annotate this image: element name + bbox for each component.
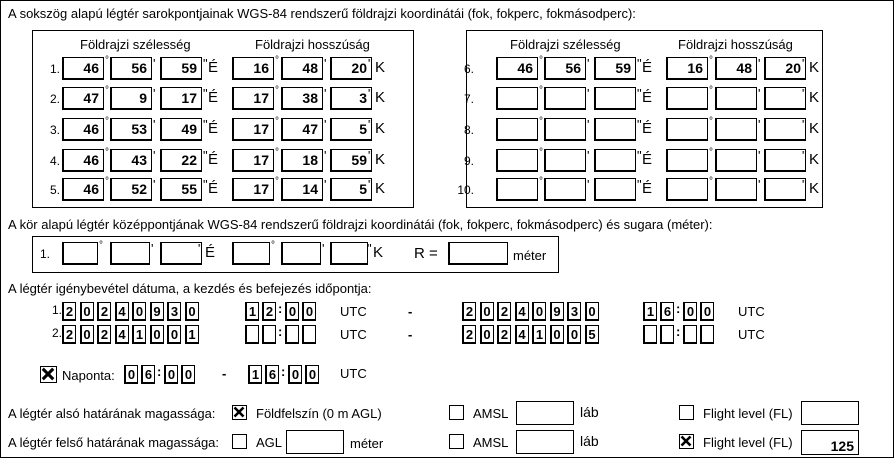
circle-lat-sec-field[interactable] — [160, 242, 202, 265]
minute-symbol: ' — [758, 86, 761, 101]
second-symbol: " — [368, 177, 373, 192]
minute-symbol: ' — [587, 56, 590, 71]
degree-symbol: ° — [271, 240, 275, 251]
circle-lon-sec-field[interactable] — [330, 242, 368, 265]
time-colon: : — [278, 301, 283, 316]
second-symbol: " — [368, 86, 373, 101]
minute-symbol: ' — [324, 56, 327, 71]
lat-min-field[interactable]: 56 — [110, 57, 152, 80]
radius-field[interactable] — [448, 242, 508, 265]
daily-end-digit[interactable]: 0 — [288, 365, 302, 384]
radius-unit: méter — [513, 248, 547, 263]
row-number: 2. — [49, 92, 60, 106]
start-date-digit[interactable]: 2 — [62, 325, 76, 344]
lon-min-field[interactable]: 47 — [281, 118, 323, 141]
lat-header-2: Földrajzi szélesség — [510, 37, 621, 52]
start-date-digit[interactable]: 2 — [97, 325, 111, 344]
lon-suffix: K — [809, 180, 820, 197]
end-time-digit[interactable] — [700, 325, 714, 344]
lon-suffix: K — [809, 120, 820, 137]
minute-symbol: ' — [587, 177, 590, 192]
end-date-digit[interactable]: 0 — [550, 325, 564, 344]
start-date-digit[interactable]: 0 — [185, 302, 199, 321]
end-time-digit[interactable]: 0 — [700, 302, 714, 321]
start-date-digit[interactable]: 0 — [132, 302, 146, 321]
lat-suffix: É — [208, 89, 219, 106]
upper-amsl-field[interactable] — [516, 430, 574, 454]
lon-suffix: K — [375, 180, 386, 197]
end-time-digit[interactable] — [683, 325, 697, 344]
minute-symbol: ' — [324, 148, 327, 163]
degree-symbol: ° — [105, 85, 109, 96]
daily-start-digit[interactable]: 6 — [141, 365, 155, 384]
minute-symbol: ' — [153, 56, 156, 71]
minute-symbol: ' — [758, 148, 761, 163]
second-symbol: " — [203, 117, 208, 132]
upper-agl-field[interactable] — [286, 430, 344, 454]
end-time-digit[interactable] — [660, 325, 674, 344]
lat-min-field[interactable]: 52 — [110, 178, 152, 201]
start-date-digit[interactable]: 2 — [62, 302, 76, 321]
lon-suffix: K — [375, 151, 386, 168]
lat-suffix: É — [642, 59, 653, 76]
second-symbol: " — [802, 177, 807, 192]
minute-symbol: ' — [153, 148, 156, 163]
circle-lon-suffix: K — [373, 244, 384, 261]
upper-amsl-label: AMSL — [473, 435, 509, 450]
end-time-digit[interactable]: 1 — [643, 302, 657, 321]
end-date-digit[interactable]: 0 — [532, 302, 546, 321]
circle-row-number: 1. — [39, 247, 50, 261]
start-date-digit[interactable]: 1 — [185, 325, 199, 344]
degree-symbol: ° — [275, 116, 279, 127]
end-date-digit[interactable]: 0 — [480, 302, 494, 321]
time-colon: : — [278, 324, 283, 339]
start-date-digit[interactable]: 0 — [80, 302, 94, 321]
time-colon: : — [281, 364, 286, 379]
start-date-digit[interactable]: 9 — [150, 302, 164, 321]
lon-min-field[interactable] — [715, 118, 757, 141]
degree-symbol: ° — [99, 240, 103, 251]
lon-deg-field[interactable]: 17 — [232, 149, 274, 172]
lat-sec-field[interactable] — [594, 118, 636, 141]
lat-deg-field[interactable]: 46 — [62, 57, 104, 80]
lat-deg-field[interactable]: 47 — [62, 87, 104, 110]
second-symbol: " — [637, 148, 642, 163]
degree-symbol: ° — [105, 147, 109, 158]
lon-deg-field[interactable]: 17 — [232, 87, 274, 110]
lat-sec-field[interactable]: 22 — [160, 149, 202, 172]
minute-symbol: ' — [153, 86, 156, 101]
degree-symbol: ° — [275, 147, 279, 158]
lon-min-field[interactable] — [715, 149, 757, 172]
lat-suffix: É — [208, 59, 219, 76]
daily-start-digit[interactable]: 0 — [124, 365, 138, 384]
lon-min-field[interactable] — [715, 178, 757, 201]
end-date-digit[interactable]: 2 — [462, 302, 476, 321]
upper-amsl-checkbox[interactable] — [449, 434, 464, 449]
lon-deg-field[interactable] — [666, 87, 708, 110]
lat-min-field[interactable]: 53 — [110, 118, 152, 141]
minute-symbol: ' — [151, 241, 154, 256]
end-date-digit[interactable]: 0 — [480, 325, 494, 344]
degree-symbol: ° — [275, 85, 279, 96]
circle-lat-deg-field[interactable] — [62, 242, 98, 265]
end-date-digit[interactable]: 2 — [497, 325, 511, 344]
circle-lat-min-field[interactable] — [110, 242, 150, 265]
upper-fl-checkbox[interactable] — [679, 434, 694, 449]
end-date-digit[interactable]: 0 — [585, 302, 599, 321]
lower-altitude-label: A légtér alsó határának magassága: — [8, 406, 216, 421]
circle-lat-suffix: É — [205, 244, 216, 261]
time-colon: : — [676, 301, 681, 316]
date-dash: - — [408, 304, 413, 319]
degree-symbol: ° — [105, 55, 109, 66]
second-symbol: " — [368, 56, 373, 71]
daily-end-digit[interactable]: 0 — [305, 365, 319, 384]
degree-symbol: ° — [709, 55, 713, 66]
lon-deg-field[interactable]: 17 — [232, 178, 274, 201]
end-date-digit[interactable]: 5 — [585, 325, 599, 344]
utc-label: UTC — [340, 304, 367, 319]
lat-deg-field[interactable] — [496, 87, 538, 110]
degree-symbol: ° — [539, 116, 543, 127]
degree-symbol: ° — [709, 176, 713, 187]
lon-suffix: K — [375, 59, 386, 76]
lat-header-1: Földrajzi szélesség — [80, 37, 191, 52]
lower-amsl-field[interactable] — [516, 401, 574, 425]
lat-sec-field[interactable] — [594, 87, 636, 110]
end-time-digit[interactable]: 0 — [683, 302, 697, 321]
end-date-digit[interactable]: 1 — [532, 325, 546, 344]
row-number: 3. — [49, 123, 60, 137]
lon-min-field[interactable]: 48 — [281, 57, 323, 80]
end-date-digit[interactable]: 0 — [567, 325, 581, 344]
second-symbol: " — [367, 241, 372, 256]
row-number: 10. — [457, 183, 474, 197]
lat-suffix: É — [642, 89, 653, 106]
lat-sec-field[interactable]: 59 — [160, 57, 202, 80]
lat-sec-field[interactable]: 59 — [594, 57, 636, 80]
minute-symbol: ' — [153, 117, 156, 132]
lon-min-field[interactable]: 48 — [715, 57, 757, 80]
lat-deg-field[interactable]: 46 — [62, 178, 104, 201]
lat-suffix: É — [208, 120, 219, 137]
row-number: 6. — [463, 62, 474, 76]
row-number: 7. — [463, 92, 474, 106]
minute-symbol: ' — [322, 241, 325, 256]
lat-deg-field[interactable]: 46 — [62, 118, 104, 141]
degree-symbol: ° — [275, 176, 279, 187]
lat-deg-field[interactable]: 46 — [62, 149, 104, 172]
lat-suffix: É — [208, 151, 219, 168]
lon-deg-field[interactable] — [666, 118, 708, 141]
utc-label: UTC — [738, 327, 765, 342]
second-symbol: " — [802, 56, 807, 71]
lat-min-field[interactable]: 43 — [110, 149, 152, 172]
lon-sec-field[interactable]: 59 — [330, 149, 372, 172]
degree-symbol: ° — [539, 55, 543, 66]
minute-symbol: ' — [587, 117, 590, 132]
end-date-digit[interactable]: 2 — [462, 325, 476, 344]
lon-header-1: Földrajzi hosszúság — [255, 37, 370, 52]
degree-symbol: ° — [709, 116, 713, 127]
second-symbol: " — [637, 86, 642, 101]
lower-ground-checkbox[interactable] — [232, 405, 247, 420]
minute-symbol: ' — [324, 177, 327, 192]
start-time-digit[interactable]: 2 — [262, 302, 276, 321]
start-time-digit[interactable] — [302, 325, 316, 344]
lon-deg-field[interactable]: 17 — [232, 118, 274, 141]
degree-symbol: ° — [709, 85, 713, 96]
utc-label: UTC — [738, 304, 765, 319]
start-date-digit[interactable]: 4 — [115, 325, 129, 344]
lon-deg-field[interactable]: 16 — [666, 57, 708, 80]
row-number: 8. — [463, 123, 474, 137]
lon-suffix: K — [809, 151, 820, 168]
lat-suffix: É — [642, 180, 653, 197]
minute-symbol: ' — [587, 148, 590, 163]
lon-min-field[interactable]: 18 — [281, 149, 323, 172]
minute-symbol: ' — [758, 177, 761, 192]
daily-start-digit[interactable]: 0 — [164, 365, 178, 384]
second-symbol: " — [368, 117, 373, 132]
start-time-digit[interactable]: 0 — [302, 302, 316, 321]
upper-feet-unit: láb — [580, 433, 599, 449]
minute-symbol: ' — [324, 86, 327, 101]
end-date-digit[interactable]: 3 — [567, 302, 581, 321]
minute-symbol: ' — [324, 117, 327, 132]
lat-min-field[interactable] — [544, 118, 586, 141]
end-time-digit[interactable]: 6 — [660, 302, 674, 321]
lat-min-field[interactable] — [544, 149, 586, 172]
lower-fl-label: Flight level (FL) — [703, 406, 793, 421]
circle-lon-deg-field[interactable] — [232, 242, 270, 265]
lon-sec-field[interactable] — [764, 149, 806, 172]
start-date-digit[interactable]: 1 — [132, 325, 146, 344]
lat-min-field[interactable] — [544, 87, 586, 110]
lon-sec-field[interactable] — [764, 87, 806, 110]
circle-lon-min-field[interactable] — [281, 242, 321, 265]
daily-end-digit[interactable]: 1 — [248, 365, 262, 384]
lower-ground-label: Földfelszín (0 m AGL) — [256, 406, 382, 421]
row-number: 4. — [49, 154, 60, 168]
second-symbol: " — [802, 148, 807, 163]
time-colon: : — [676, 324, 681, 339]
lat-deg-field[interactable] — [496, 118, 538, 141]
lon-suffix: K — [375, 120, 386, 137]
end-date-digit[interactable]: 4 — [515, 325, 529, 344]
utc-label: UTC — [340, 327, 367, 342]
start-time-digit[interactable] — [285, 325, 299, 344]
degree-symbol: ° — [709, 147, 713, 158]
radius-label: R = — [414, 245, 438, 262]
lat-deg-field[interactable] — [496, 178, 538, 201]
second-symbol: " — [203, 148, 208, 163]
start-date-digit[interactable]: 0 — [150, 325, 164, 344]
daily-end-digit[interactable]: 6 — [265, 365, 279, 384]
lat-suffix: É — [642, 120, 653, 137]
upper-fl-label: Flight level (FL) — [703, 435, 793, 450]
degree-symbol: ° — [539, 85, 543, 96]
lower-amsl-checkbox[interactable] — [449, 405, 464, 420]
lower-feet-unit: láb — [580, 404, 599, 420]
upper-fl-field[interactable]: 125 — [801, 430, 859, 455]
lon-deg-field[interactable] — [666, 149, 708, 172]
time-colon: : — [157, 364, 162, 379]
lat-min-field[interactable]: 9 — [110, 87, 152, 110]
minute-symbol: ' — [758, 117, 761, 132]
upper-agl-label: AGL — [256, 435, 283, 450]
dates-heading: A légtér igénybevétel dátuma, a kezdés és befejezés időpontja: — [8, 281, 372, 296]
date-row-number: 2. — [51, 326, 62, 340]
start-date-digit[interactable]: 3 — [167, 302, 181, 321]
row-number: 9. — [463, 154, 474, 168]
minute-symbol: ' — [587, 86, 590, 101]
start-time-digit[interactable] — [245, 325, 259, 344]
row-number: 1. — [49, 62, 60, 76]
start-time-digit[interactable]: 1 — [245, 302, 259, 321]
second-symbol: " — [802, 86, 807, 101]
end-date-digit[interactable]: 9 — [550, 302, 564, 321]
second-symbol: " — [198, 241, 203, 256]
second-symbol: " — [203, 86, 208, 101]
daily-dash: - — [222, 366, 227, 381]
lon-header-2: Földrajzi hosszúság — [678, 37, 793, 52]
degree-symbol: ° — [539, 147, 543, 158]
lat-suffix: É — [642, 151, 653, 168]
lon-sec-field[interactable]: 3 — [330, 87, 372, 110]
lat-suffix: É — [208, 180, 219, 197]
daily-utc: UTC — [340, 366, 367, 381]
lat-sec-field[interactable] — [594, 178, 636, 201]
second-symbol: " — [802, 117, 807, 132]
second-symbol: " — [637, 56, 642, 71]
second-symbol: " — [203, 177, 208, 192]
daily-label: Naponta: — [62, 368, 115, 383]
lower-amsl-label: AMSL — [473, 406, 509, 421]
lon-deg-field[interactable]: 16 — [232, 57, 274, 80]
second-symbol: " — [368, 148, 373, 163]
daily-checkbox[interactable] — [40, 366, 57, 383]
lat-sec-field[interactable] — [594, 149, 636, 172]
lat-min-field[interactable] — [544, 178, 586, 201]
lon-min-field[interactable]: 14 — [281, 178, 323, 201]
start-time-digit[interactable] — [262, 325, 276, 344]
lon-min-field[interactable] — [715, 87, 757, 110]
end-date-digit[interactable]: 4 — [515, 302, 529, 321]
lon-suffix: K — [809, 89, 820, 106]
degree-symbol: ° — [539, 176, 543, 187]
lon-sec-field[interactable] — [764, 178, 806, 201]
start-date-digit[interactable]: 2 — [97, 302, 111, 321]
upper-agl-checkbox[interactable] — [232, 434, 247, 449]
start-time-digit[interactable]: 0 — [285, 302, 299, 321]
lat-min-field[interactable]: 56 — [544, 57, 586, 80]
minute-symbol: ' — [153, 177, 156, 192]
lower-fl-checkbox[interactable] — [679, 405, 694, 420]
degree-symbol: ° — [105, 116, 109, 127]
lon-min-field[interactable]: 38 — [281, 87, 323, 110]
lon-sec-field[interactable]: 20 — [764, 57, 806, 80]
start-date-digit[interactable]: 0 — [80, 325, 94, 344]
end-date-digit[interactable]: 2 — [497, 302, 511, 321]
second-symbol: " — [203, 56, 208, 71]
date-dash: - — [408, 327, 413, 342]
daily-start-digit[interactable]: 0 — [181, 365, 195, 384]
date-row-number: 1. — [51, 303, 62, 317]
lat-deg-field[interactable] — [496, 149, 538, 172]
lat-sec-field[interactable]: 49 — [160, 118, 202, 141]
lon-sec-field[interactable]: 5 — [330, 118, 372, 141]
lat-sec-field[interactable]: 55 — [160, 178, 202, 201]
lon-suffix: K — [809, 59, 820, 76]
lon-sec-field[interactable] — [764, 118, 806, 141]
circle-heading: A kör alapú légtér középpontjának WGS-84 rendszerű földrajzi koordinátái (fok, fokperc, fokmásodperc) és sugara (méter): — [8, 217, 713, 232]
minute-symbol: ' — [758, 56, 761, 71]
lon-suffix: K — [375, 89, 386, 106]
lat-deg-field[interactable]: 46 — [496, 57, 538, 80]
upper-altitude-label: A légtér felső határának magassága: — [8, 435, 220, 450]
start-date-digit[interactable]: 4 — [115, 302, 129, 321]
upper-meter-unit: méter — [350, 436, 384, 451]
degree-symbol: ° — [105, 176, 109, 187]
lon-sec-field[interactable]: 20 — [330, 57, 372, 80]
start-date-digit[interactable]: 0 — [167, 325, 181, 344]
lon-sec-field[interactable]: 5 — [330, 178, 372, 201]
lon-deg-field[interactable] — [666, 178, 708, 201]
second-symbol: " — [637, 117, 642, 132]
lower-fl-field[interactable] — [801, 401, 859, 425]
polygon-heading: A sokszög alapú légtér sarokpontjainak WGS-84 rendszerű földrajzi koordinátái (fok, fokperc, fokmásodperc): — [8, 6, 636, 21]
end-time-digit[interactable] — [643, 325, 657, 344]
degree-symbol: ° — [275, 55, 279, 66]
row-number: 5. — [49, 183, 60, 197]
lat-sec-field[interactable]: 17 — [160, 87, 202, 110]
second-symbol: " — [637, 177, 642, 192]
